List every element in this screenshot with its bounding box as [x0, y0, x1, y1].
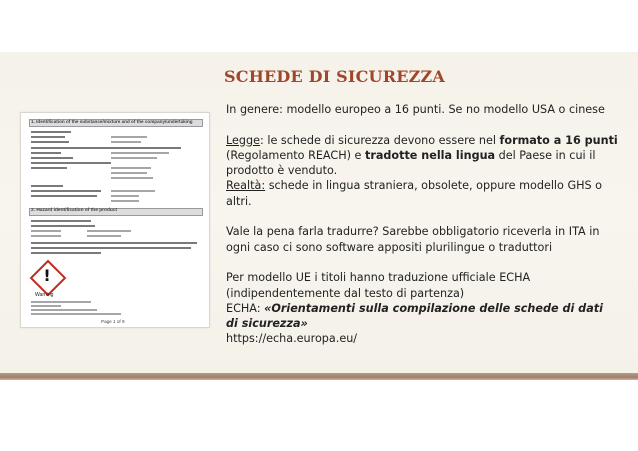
- sds-line: [87, 235, 121, 237]
- sds-line: [31, 190, 101, 192]
- sds-line: [31, 242, 197, 244]
- sds-line: [111, 157, 157, 159]
- legge-language: tradotte nella lingua: [364, 148, 496, 162]
- legge-label: Legge: [226, 133, 261, 147]
- echa-prefix: ECHA:: [226, 301, 265, 315]
- realta-label: Realtà:: [226, 179, 266, 193]
- legge-paragraph: [226, 133, 618, 179]
- bottom-area: [0, 380, 638, 451]
- sds-section2-heading: 2. Hazard identification of the product: [31, 208, 118, 213]
- echa-link[interactable]: https://echa.europa.eu/: [226, 332, 358, 346]
- bottom-rule: [0, 373, 638, 380]
- sds-line: [111, 152, 169, 154]
- sds-line: [31, 252, 101, 254]
- exclamation-mark-icon: !: [43, 266, 51, 285]
- sds-line: [31, 305, 61, 307]
- sds-line: [87, 230, 131, 232]
- sds-line: [111, 172, 147, 174]
- top-band: [0, 0, 638, 58]
- legge-text: : le schede di sicurezza devono essere nel: [260, 133, 500, 147]
- sds-page-label: Page 1 of 9: [101, 319, 125, 324]
- legge-text: del Paese in cui il prodotto è venduto.: [226, 148, 596, 178]
- sds-document-image: [20, 112, 210, 328]
- ue-paragraph: Per modello UE i titoli hanno traduzione ufficiale ECHA (indipendentemente dal testo di partenza): [226, 271, 531, 300]
- sds-line: [111, 141, 141, 143]
- sds-line: [31, 157, 73, 159]
- sds-line: [31, 131, 71, 133]
- sds-line: [31, 313, 121, 315]
- echa-paragraph: [226, 301, 618, 332]
- sds-line: [31, 309, 97, 311]
- sds-line: [31, 225, 95, 227]
- sds-line: [31, 301, 91, 303]
- sds-line: [31, 167, 67, 169]
- sds-line: [111, 190, 155, 192]
- sds-line: [111, 200, 139, 202]
- sds-line: [31, 147, 181, 149]
- realta-text: schede in lingua straniera, obsolete, oppure modello GHS o altri.: [226, 179, 603, 208]
- sds-line: [31, 185, 63, 187]
- sds-line: [31, 136, 65, 138]
- sds-line: [31, 141, 69, 143]
- legge-format: formato a 16 punti: [499, 133, 618, 147]
- sds-line: [31, 230, 61, 232]
- intro-paragraph: In genere: modello europeo a 16 punti. Se no modello USA o cinese: [226, 103, 605, 116]
- sds-line: [111, 177, 153, 179]
- sds-line: [31, 195, 97, 197]
- sds-line: [31, 247, 191, 249]
- slide-title: SCHEDE DI SICUREZZA: [224, 67, 445, 86]
- sds-line: [111, 167, 151, 169]
- slide-body: [226, 102, 618, 347]
- sds-line: [31, 152, 61, 154]
- sds-line: [31, 235, 61, 237]
- sds-signal-word: Warning: [35, 292, 54, 298]
- sds-line: [31, 162, 111, 164]
- echa-guide-title: «Orientamenti sulla compilazione delle schede di dati di sicurezza»: [226, 301, 603, 331]
- sds-line: [111, 136, 147, 138]
- sds-section1-heading: 1. Identification of the substance/mixture and of the company/undertaking: [31, 119, 193, 124]
- sds-line: [111, 195, 139, 197]
- question-paragraph: Vale la pena farla tradurre? Sarebbe obbligatorio riceverla in ITA in ogni caso ci sono software appositi plurilingue o traduttori: [226, 225, 600, 254]
- legge-text: (Regolamento REACH) e: [226, 148, 365, 162]
- sds-line: [31, 220, 91, 222]
- realta-paragraph: [226, 178, 618, 209]
